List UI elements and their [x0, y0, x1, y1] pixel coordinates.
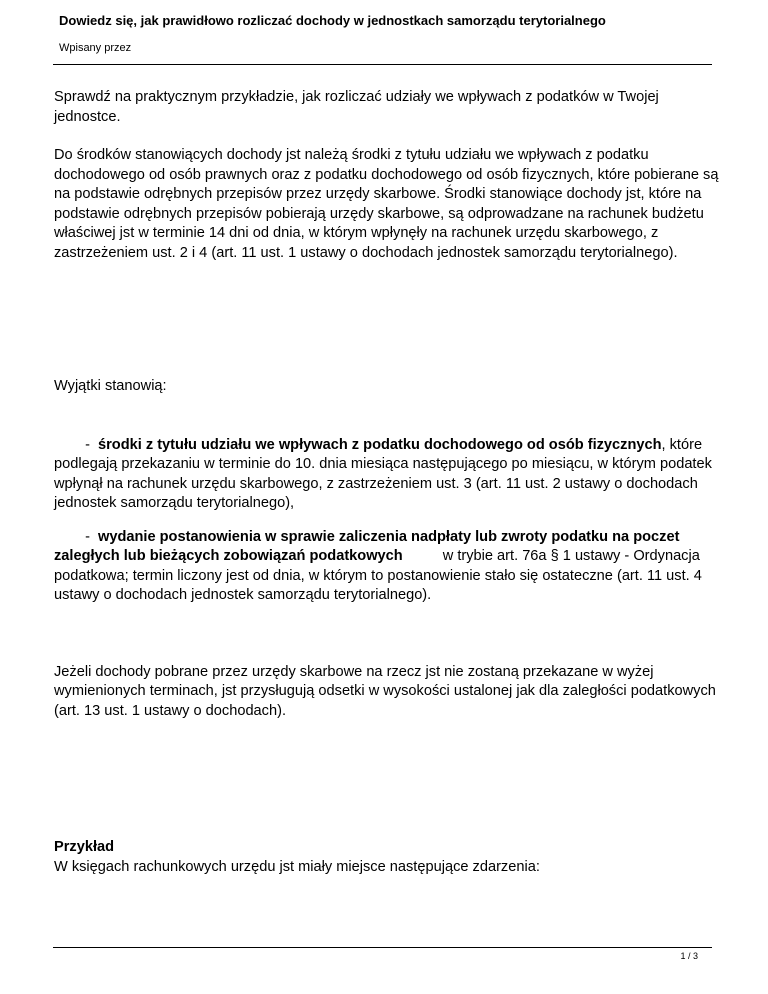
spacer	[54, 263, 719, 361]
exception-item-2	[54, 528, 719, 606]
exceptions-heading: Wyjątki stanowią:	[54, 378, 167, 394]
exception-item-1-title: środki z tytułu udziału we wpływach z podatku dochodowego od osób fizycznych	[98, 436, 662, 453]
example-heading: Przykład	[54, 839, 115, 855]
spacer	[54, 361, 719, 377]
header-divider	[53, 64, 712, 65]
article-paragraph-1: Do środków stanowiących dochody jst należą środki z tytułu udziału we wpływach z podatku dochodowego od osób prawnych oraz z podatku dochodowego od osób fizycznych, które pobierane są na podstawie odrębnych przepisów przez urzędy skarbowe. Środki stanowiące dochody jst, które na podstawie odrębnych przepisów pobierają urzędy skarbowe, są odprowadzane na rachunek budżetu właściwej jst w terminie 14 dni od dnia, w którym wpłynęły na rachunek urzędu skarbowego, z zastrzeżeniem ust. 2 i 4 (art. 11 ust. 1 ustawy o dochodach jednostek samorządu terytorialnego).	[54, 147, 719, 261]
spacer	[54, 397, 719, 436]
exception-item-1	[54, 436, 719, 514]
article-body	[54, 88, 719, 877]
article-intro: Sprawdź na praktycznym przykładzie, jak rozliczać udziały we wpływach z podatków w Twojej jednostce.	[54, 89, 659, 125]
list-dash: -	[85, 436, 90, 453]
footer-divider	[53, 947, 712, 948]
page-number: 1 / 3	[680, 951, 698, 961]
spacer	[54, 514, 719, 528]
page-title: Dowiedz się, jak prawidłowo rozliczać dochody w jednostkach samorządu terytorialnego	[59, 13, 606, 28]
spacer	[54, 721, 719, 838]
article-paragraph-2: Jeżeli dochody pobrane przez urzędy skarbowe na rzecz jst nie zostaną przekazane w wyżej wymienionych terminach, jst przysługują odsetki w wysokości ustalonej jak dla zaległości podatkowych (art. 13 ust. 1 ustawy o dochodach).	[54, 663, 716, 719]
spacer	[54, 606, 719, 663]
exception-item-2-text: w trybie art. 76a § 1 ustawy - Ordynacja podatkowa; termin liczony jest od dnia, w którym to postanowienie stało się ostateczne (art. 11 ust. 4 ustawy o dochodach jednostek samorządu terytorialnego).	[54, 548, 702, 603]
byline: Wpisany przez	[59, 42, 132, 54]
list-dash: -	[85, 528, 90, 545]
example-text: W księgach rachunkowych urzędu jst miały miejsce następujące zdarzenia:	[54, 858, 540, 875]
exception-item-1-text: , które podlegają przekazaniu w terminie do 10. dnia miesiąca następującego po miesiącu, w którym podatek wpłynął na rachunek urzędu skarbowego, z zastrzeżeniem ust. 3 (art. 11 ust. 2 ustawy o dochodach jednostek samorządu terytorialnego),	[54, 436, 712, 511]
exception-item-2-title: wydanie postanowienia w sprawie zaliczenia nadpłaty lub zwroty podatku na poczet zaległych lub bieżących zobowiązań podatkowych	[54, 528, 680, 564]
